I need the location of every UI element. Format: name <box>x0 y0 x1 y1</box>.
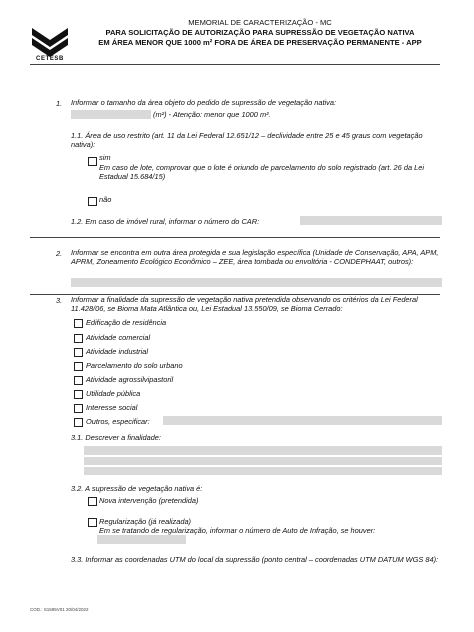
q1-1-label: 1.1. Área de uso restrito (art. 11 da Lei Federal 12.651/12 – declividade entre 25 e 45 graus com vegetação nativa): <box>71 131 423 149</box>
q3-label: Informar a finalidade da supressão de vegetação nativa pretendida observando os critérios da Lei Federal 11.428/06, se Bioma Mata Atlântica ou, Lei Estadual 13.550/09, se Bioma Cerrado: <box>71 295 418 313</box>
document-code: COD.: S1595V01 20/04/2022 <box>30 607 89 612</box>
purpose-description-field-1[interactable] <box>84 446 442 455</box>
q3-3-label: 3.3. Informar as coordenadas UTM do local da supressão (ponto central – coordenadas UTM DATUM WGS 84): <box>71 555 439 564</box>
document-title: MEMORIAL DE CARACTERIZAÇÃO - MC <box>188 18 332 27</box>
nova-intervencao-checkbox[interactable] <box>88 497 97 506</box>
outros-specify-field[interactable] <box>163 416 442 425</box>
purpose-checkbox-parcelamento[interactable] <box>74 362 83 371</box>
purpose-checkbox-comercial[interactable] <box>74 334 83 343</box>
opt-sim-label: sim <box>99 153 111 162</box>
purpose-description-field-2[interactable] <box>84 457 442 465</box>
q2-label: Informar se encontra em outra área protegida e sua legislação específica (Unidade de Conservação, APA, APM, APRM, Zoneamento Ecológico Econômico – ZEE, área tombada ou envoltória - CONDEPHAAT, outros): <box>71 248 439 266</box>
section-divider-1 <box>30 237 440 238</box>
q1-2-label: 1.2. Em caso de imóvel rural, informar o número do CAR: <box>71 217 260 226</box>
purpose-checkbox-residencia[interactable] <box>74 319 83 328</box>
purpose-checkbox-utilidade-publica[interactable] <box>74 390 83 399</box>
sim-note: Em caso de lote, comprovar que o lote é oriundo de parcelamento do solo registrado (art. 26 da Lei Estadual 15.684/15) <box>99 163 424 181</box>
opt-nova-label: Nova intervenção (pretendida) <box>99 496 199 505</box>
header-divider <box>30 64 440 65</box>
restricted-area-nao-checkbox[interactable] <box>88 197 97 206</box>
document-subtitle-1: PARA SOLICITAÇÃO DE AUTORIZAÇÃO PARA SUPRESSÃO DE VEGETAÇÃO NATIVA <box>105 28 415 37</box>
purpose-option-label: Edificação de residência <box>86 318 167 327</box>
q1-unit-note: (m²) - Atenção: menor que 1000 m². <box>153 110 271 119</box>
opt-regularizacao-label: Regularização (já realizada) <box>99 517 192 526</box>
logo-text: CETESB <box>36 56 64 62</box>
purpose-option-label: Atividade industrial <box>86 347 149 356</box>
purpose-description-field-3[interactable] <box>84 467 442 475</box>
car-number-field[interactable] <box>300 216 442 225</box>
q3-1-label: 3.1. Descrever a finalidade: <box>71 433 161 442</box>
protected-area-field[interactable] <box>71 278 442 287</box>
q3-2-label: 3.2. A supressão de vegetação nativa é: <box>71 484 203 493</box>
purpose-checkbox-industrial[interactable] <box>74 348 83 357</box>
restricted-area-sim-checkbox[interactable] <box>88 157 97 166</box>
area-size-field[interactable] <box>71 110 151 119</box>
purpose-checkbox-agrossilvipastoril[interactable] <box>74 376 83 385</box>
regularizacao-checkbox[interactable] <box>88 518 97 527</box>
purpose-checkbox-interesse-social[interactable] <box>74 404 83 413</box>
q3-number: 3. <box>56 296 63 305</box>
q2-number: 2. <box>56 249 63 258</box>
purpose-option-label: Interesse social <box>86 403 138 412</box>
q1-number: 1. <box>56 99 63 108</box>
purpose-option-label: Atividade agrossilvipastoril <box>86 375 174 384</box>
purpose-option-label: Parcelamento do solo urbano <box>86 361 183 370</box>
regularizacao-note: Em se tratando de regularização, informar o número de Auto de Infração, se houver: <box>99 526 376 535</box>
opt-nao-label: não <box>99 195 112 204</box>
q1-label: Informar o tamanho da área objeto do pedido de supressão de vegetação nativa: <box>71 98 337 107</box>
purpose-option-label: Atividade comercial <box>86 333 151 342</box>
purpose-checkbox-outros[interactable] <box>74 418 83 427</box>
purpose-option-label: Outros, especificar: <box>86 417 150 426</box>
auto-infracao-field[interactable] <box>97 535 186 544</box>
document-subtitle-2: EM ÁREA MENOR QUE 1000 m² FORA DE ÁREA DE PRESERVAÇÃO PERMANENTE - APP <box>98 38 422 47</box>
purpose-option-label: Utilidade pública <box>86 389 141 398</box>
